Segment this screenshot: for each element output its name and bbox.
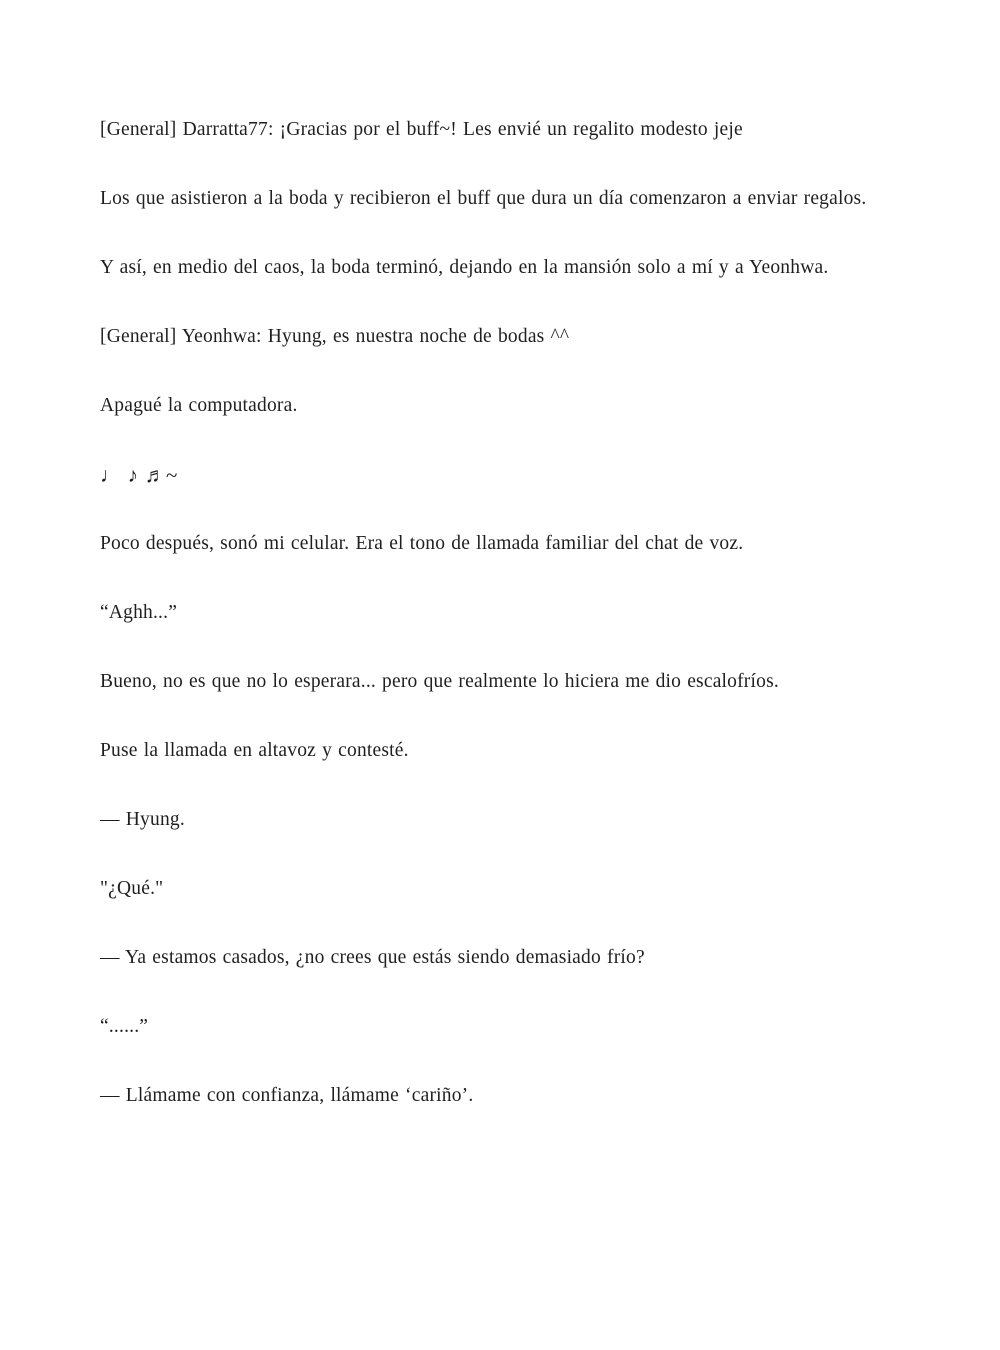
paragraph: Y así, en medio del caos, la boda terminó, dejando en la mansión solo a mí y a Yeonhwa. <box>100 257 829 278</box>
paragraph-list <box>100 112 900 1114</box>
paragraph: Bueno, no es que no lo esperara... pero que realmente lo hiciera me dio escalofríos. <box>100 671 779 692</box>
music-notes-line: ♩ ♪ ♬~ <box>100 463 178 487</box>
paragraph: [General] Yeonhwa: Hyung, es nuestra noche de bodas ^^ <box>100 326 570 347</box>
paragraph: "¿Qué." <box>100 878 164 899</box>
paragraph: Poco después, sonó mi celular. Era el tono de llamada familiar del chat de voz. <box>100 533 744 554</box>
paragraph: — Llámame con confianza, llámame ‘cariño’. <box>100 1085 474 1106</box>
paragraph: “Aghh...” <box>100 602 178 623</box>
paragraph: “......” <box>100 1016 149 1037</box>
paragraph: — Hyung. <box>100 809 185 830</box>
paragraph: Los que asistieron a la boda y recibieron el buff que dura un día comenzaron a enviar regalos. <box>100 188 867 209</box>
paragraph: — Ya estamos casados, ¿no crees que estás siendo demasiado frío? <box>100 947 645 968</box>
paragraph: [General] Darratta77: ¡Gracias por el buff~! Les envié un regalito modesto jeje <box>100 119 743 140</box>
paragraph: Apagué la computadora. <box>100 395 298 416</box>
paragraph: Puse la llamada en altavoz y contesté. <box>100 740 409 761</box>
